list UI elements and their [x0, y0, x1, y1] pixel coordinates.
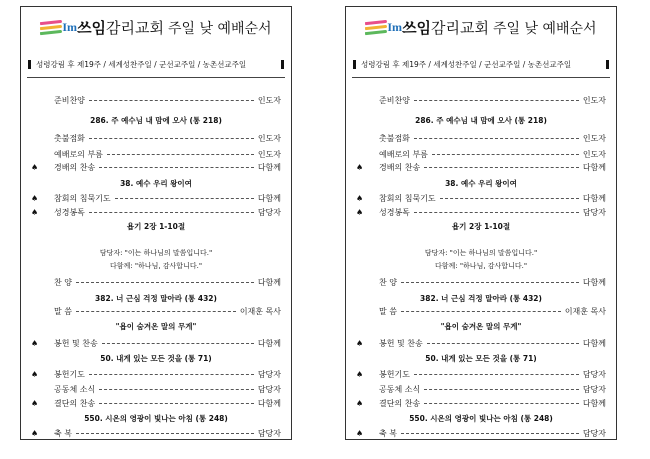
- subheader-text: 성령강림 후 제19주 / 세계성찬주일 / 군선교주일 / 농촌선교주일: [36, 60, 247, 69]
- spade-icon: ♠: [356, 163, 364, 172]
- order-item-leader: 담당자: [582, 208, 606, 217]
- order-item-name: 결단의 찬송: [379, 399, 421, 408]
- order-item-row: [31, 384, 281, 395]
- service-title: 주일 낮 예배순서: [168, 20, 272, 37]
- order-item-name: 봉헌기도: [54, 370, 85, 379]
- order-item-name: 봉헌 및 찬송: [379, 339, 423, 348]
- header-divider: [352, 77, 610, 78]
- subheader-bar: [28, 59, 284, 70]
- order-item-name: 축 복: [379, 429, 397, 438]
- order-item-name: 성경봉독: [54, 208, 85, 217]
- order-item-leader: 다함께: [582, 339, 606, 348]
- order-item-row: [31, 207, 281, 218]
- hymn-or-scripture: 욥기 2장 1-10절: [126, 222, 186, 231]
- order-item-leader: 다함께: [582, 278, 606, 287]
- dotted-leader-line: [107, 154, 254, 155]
- order-item-name: 촛불점화: [379, 134, 410, 143]
- hymn-or-scripture: 550. 시온의 영광이 빛나는 아침 (통 248): [409, 414, 553, 423]
- logo-text: Im: [62, 20, 78, 34]
- order-item-leader: 다함께: [257, 278, 281, 287]
- spade-icon: ♠: [31, 194, 39, 203]
- order-item-row: [356, 149, 606, 160]
- dotted-leader-line: [424, 403, 579, 404]
- church-name-bold: 쓰임: [402, 19, 432, 37]
- dotted-leader-line: [414, 100, 579, 101]
- dotted-leader-line: [424, 389, 579, 390]
- order-item-row: [356, 338, 606, 349]
- dotted-leader-line: [89, 374, 254, 375]
- dotted-leader-line: [89, 138, 254, 139]
- order-item-name: 준비찬양: [379, 96, 410, 105]
- order-item-leader: 인도자: [257, 96, 281, 105]
- service-title: 주일 낮 예배순서: [493, 20, 597, 37]
- order-item-name: 축 복: [54, 429, 72, 438]
- order-item-row: [31, 398, 281, 409]
- dotted-leader-line: [401, 282, 579, 283]
- order-item-row: [31, 95, 281, 106]
- spade-icon: ♠: [31, 339, 39, 348]
- order-item-row: [31, 162, 281, 173]
- order-item-name: 성경봉독: [379, 208, 410, 217]
- dotted-leader-line: [432, 154, 579, 155]
- hymn-or-scripture: 50. 내게 있는 모든 것을 (통 71): [100, 354, 212, 363]
- order-item-name: 준비찬양: [54, 96, 85, 105]
- order-item-leader: 인도자: [582, 150, 606, 159]
- order-item-name: 봉헌 및 찬송: [54, 339, 98, 348]
- hymn-or-scripture: 382. 너 근심 걱정 말아라 (통 432): [420, 294, 542, 303]
- bulletin-header: [21, 17, 291, 45]
- order-item-name: 결단의 찬송: [54, 399, 96, 408]
- order-item-leader: 인도자: [582, 134, 606, 143]
- dotted-leader-line: [414, 138, 579, 139]
- subheader-text: 성령강림 후 제19주 / 세계성찬주일 / 군선교주일 / 농촌선교주일: [361, 60, 572, 69]
- bar-left-mark: [28, 60, 31, 69]
- order-item-name: 촛불점화: [54, 134, 85, 143]
- order-item-row: [356, 398, 606, 409]
- dotted-leader-line: [102, 343, 254, 344]
- order-item-leader: 다함께: [257, 399, 281, 408]
- hymn-or-scripture: 286. 주 예수님 내 맘에 오사 (통 218): [415, 116, 547, 125]
- order-item-leader: 이재훈 목사: [564, 307, 606, 316]
- order-item-row: [356, 384, 606, 395]
- swoosh-logo-icon: [40, 20, 62, 36]
- order-item-name: 참회의 침묵기도: [54, 194, 111, 203]
- dotted-leader-line: [401, 311, 561, 312]
- bulletin-panel-left: [20, 6, 292, 440]
- hymn-or-scripture: 50. 내게 있는 모든 것을 (통 71): [425, 354, 537, 363]
- order-item-row: [356, 162, 606, 173]
- order-item-leader: 다함께: [257, 194, 281, 203]
- spade-icon: ♠: [31, 399, 39, 408]
- order-item-row: [31, 369, 281, 380]
- subheader-bar: [353, 59, 609, 70]
- spade-icon: ♠: [31, 208, 39, 217]
- hymn-or-scripture: "욥이 숨겨온 말의 무게": [115, 322, 197, 331]
- order-item-row: [356, 133, 606, 144]
- hymn-or-scripture: 욥기 2장 1-10절: [451, 222, 511, 231]
- order-item-leader: 인도자: [582, 96, 606, 105]
- hymn-or-scripture: 38. 예수 우리 왕이여: [445, 179, 517, 188]
- order-item-name: 찬 양: [54, 278, 72, 287]
- hymn-or-scripture: 550. 시온의 영광이 빛나는 아침 (통 248): [84, 414, 228, 423]
- responsive-reading-line: 다함께: "하나님, 감사합니다.": [434, 262, 528, 270]
- spade-icon: ♠: [356, 429, 364, 438]
- order-item-name: 예배로의 부름: [54, 150, 103, 159]
- order-item-leader: 다함께: [582, 399, 606, 408]
- order-item-name: 봉헌기도: [379, 370, 410, 379]
- church-name-rest: 감리교회: [106, 19, 165, 37]
- dotted-leader-line: [76, 311, 236, 312]
- order-item-leader: 다함께: [582, 163, 606, 172]
- order-item-leader: 담당자: [257, 370, 281, 379]
- bulletin-header: [346, 17, 616, 45]
- spade-icon: ♠: [356, 208, 364, 217]
- order-item-name: 찬 양: [379, 278, 397, 287]
- dotted-leader-line: [76, 282, 254, 283]
- order-item-row: [31, 149, 281, 160]
- bulletin-panel-right: [345, 6, 617, 440]
- spade-icon: ♠: [31, 370, 39, 379]
- spade-icon: ♠: [356, 339, 364, 348]
- spade-icon: ♠: [356, 399, 364, 408]
- order-item-leader: 다함께: [257, 163, 281, 172]
- order-item-leader: 담당자: [582, 429, 606, 438]
- dotted-leader-line: [440, 198, 579, 199]
- order-item-leader: 담당자: [582, 370, 606, 379]
- order-item-row: [356, 277, 606, 288]
- spade-icon: ♠: [31, 429, 39, 438]
- order-item-name: 공동체 소식: [379, 385, 421, 394]
- responsive-reading-line: 다함께: "하나님, 감사합니다.": [109, 262, 203, 270]
- spade-icon: ♠: [356, 370, 364, 379]
- hymn-or-scripture: 286. 주 예수님 내 맘에 오사 (통 218): [90, 116, 222, 125]
- dotted-leader-line: [414, 374, 579, 375]
- order-item-leader: 인도자: [257, 150, 281, 159]
- dotted-leader-line: [427, 343, 579, 344]
- dotted-leader-line: [99, 403, 254, 404]
- order-item-row: [356, 95, 606, 106]
- dotted-leader-line: [99, 389, 254, 390]
- order-item-name: 경배의 찬송: [379, 163, 421, 172]
- order-item-name: 말 씀: [54, 307, 72, 316]
- hymn-or-scripture: "욥이 숨겨온 말의 무게": [440, 322, 522, 331]
- dotted-leader-line: [76, 433, 254, 434]
- bar-right-mark: [281, 60, 284, 69]
- hymn-or-scripture: 382. 너 근심 걱정 말아라 (통 432): [95, 294, 217, 303]
- order-item-leader: 담당자: [257, 429, 281, 438]
- dotted-leader-line: [401, 433, 579, 434]
- order-item-row: [356, 193, 606, 204]
- order-item-row: [31, 306, 281, 317]
- order-item-row: [356, 369, 606, 380]
- spade-icon: ♠: [356, 194, 364, 203]
- order-item-row: [31, 193, 281, 204]
- dotted-leader-line: [89, 212, 254, 213]
- order-item-leader: 담당자: [582, 385, 606, 394]
- responsive-reading-line: 담당자: "이는 하나님의 말씀입니다.": [99, 249, 213, 257]
- order-item-name: 예배로의 부름: [379, 150, 428, 159]
- order-item-leader: 다함께: [582, 194, 606, 203]
- bar-right-mark: [606, 60, 609, 69]
- dotted-leader-line: [424, 167, 579, 168]
- order-item-name: 말 씀: [379, 307, 397, 316]
- order-item-leader: 다함께: [257, 339, 281, 348]
- dotted-leader-line: [115, 198, 254, 199]
- order-item-leader: 이재훈 목사: [239, 307, 281, 316]
- order-item-row: [31, 133, 281, 144]
- spade-icon: ♠: [31, 163, 39, 172]
- order-item-leader: 담당자: [257, 208, 281, 217]
- dotted-leader-line: [89, 100, 254, 101]
- church-name-rest: 감리교회: [431, 19, 490, 37]
- order-item-row: [31, 428, 281, 439]
- order-item-row: [356, 306, 606, 317]
- order-item-name: 경배의 찬송: [54, 163, 96, 172]
- dotted-leader-line: [414, 212, 579, 213]
- order-item-leader: 인도자: [257, 134, 281, 143]
- order-item-name: 참회의 침묵기도: [379, 194, 436, 203]
- church-name-bold: 쓰임: [77, 19, 107, 37]
- order-item-name: 공동체 소식: [54, 385, 96, 394]
- bar-left-mark: [353, 60, 356, 69]
- order-item-row: [356, 428, 606, 439]
- dotted-leader-line: [99, 167, 254, 168]
- order-item-leader: 담당자: [257, 385, 281, 394]
- hymn-or-scripture: 38. 예수 우리 왕이여: [120, 179, 192, 188]
- swoosh-logo-icon: [365, 20, 387, 36]
- order-item-row: [31, 277, 281, 288]
- logo-text: Im: [387, 20, 403, 34]
- responsive-reading-line: 담당자: "이는 하나님의 말씀입니다.": [424, 249, 538, 257]
- order-item-row: [31, 338, 281, 349]
- header-divider: [27, 77, 285, 78]
- order-item-row: [356, 207, 606, 218]
